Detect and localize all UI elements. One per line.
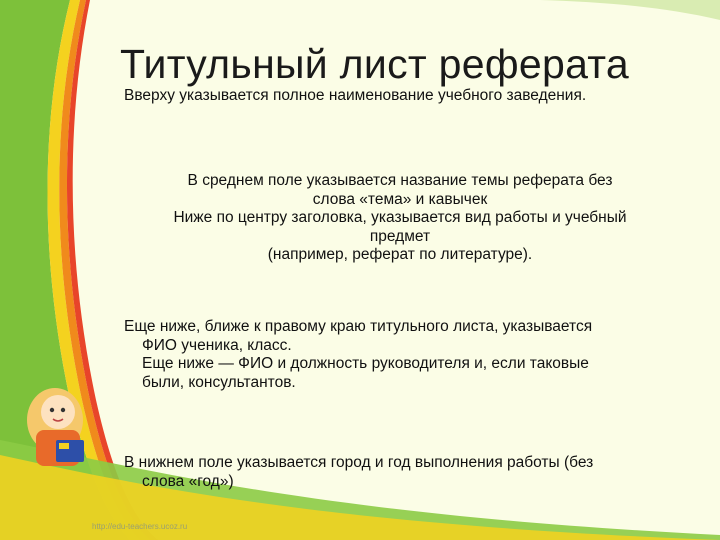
paragraph-line: слова «год») [142,472,234,490]
paragraph-student-info [124,318,664,392]
paragraph-line: В нижнем поле указывается город и год выполнения работы (без [124,454,594,471]
center-line: слова «тема» и кавычек [312,190,488,208]
paragraph-line: Еще ниже — ФИО и должность руководителя и, если таковые [142,355,589,372]
footer-url[interactable]: http://edu-teachers.ucoz.ru [92,522,188,531]
face-shape [41,395,75,429]
paragraph-line: Еще ниже, ближе к правому краю титульного листа, указывается [124,318,593,335]
paragraph-city-year [124,454,664,491]
slide-subtitle: Вверху указывается полное наименование учебного заведения. [124,87,587,104]
center-line: (например, реферат по литературе). [267,246,533,263]
center-line: предмет [369,227,431,245]
center-text-block [130,172,670,265]
center-line: Ниже по центру заголовка, указывается вид работы и учебный [173,209,627,226]
paragraph-line: были, консультантов. [142,373,296,391]
paragraph-line: ФИО ученика, класс. [142,336,292,354]
slide-title: Титульный лист реферата [120,41,630,87]
center-line: В среднем поле указывается название темы реферата без [187,172,613,189]
